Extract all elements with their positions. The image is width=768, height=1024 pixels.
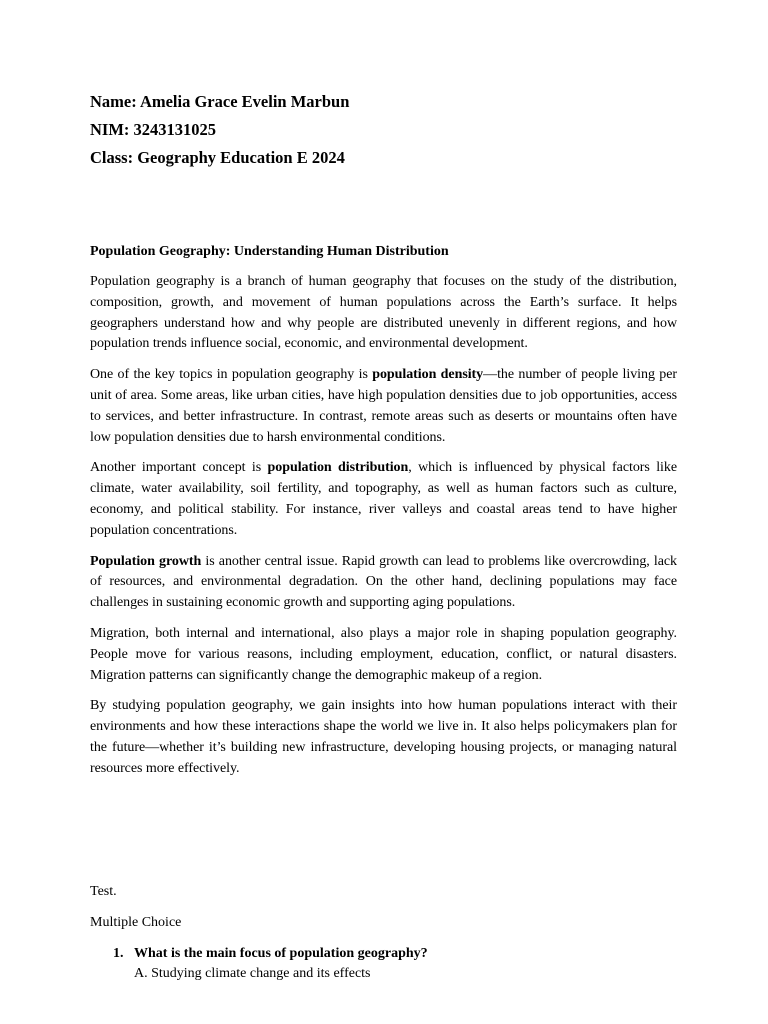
term-population-density: population density xyxy=(372,367,484,383)
paragraph-conclusion: By studying population geography, we gain insights into how human populations interact with their environments and how these interactions shape the world we live in. It also helps policymakers plan for the future—whether it’s building new infrastructure, developing housing projects, or managing natural resources more effectively. xyxy=(90,698,677,776)
term-population-distribution: population distribution xyxy=(267,460,409,476)
multiple-choice-heading: Multiple Choice xyxy=(90,915,182,930)
question-item xyxy=(90,944,690,984)
student-class: Class: Geography Education E 2024 xyxy=(90,148,345,167)
essay-title: Population Geography: Understanding Human Distribution xyxy=(90,244,449,259)
paragraph-growth: Population growth is another central issue. Rapid growth can lead to problems like overcrowding, lack of resources, and environmental degradation. On the other hand, declining populations may face challenges in sustaining economic growth and supporting aging populations. xyxy=(90,553,677,611)
student-header xyxy=(90,88,349,172)
essay-body xyxy=(90,242,677,790)
test-label: Test. xyxy=(90,884,117,899)
test-section xyxy=(90,882,690,984)
term-population-growth: Population growth xyxy=(90,553,202,569)
question-number: 1. xyxy=(113,946,124,961)
paragraph-distribution: Another important concept is population distribution, which is influenced by physical factors like climate, water availability, soil fertility, and topography, as well as human factors such as culture, economy, and political stability. For instance, river valleys and coastal areas tend to have higher population concentrations. xyxy=(90,460,677,538)
paragraph-migration: Migration, both internal and international, also plays a major role in shaping population geography. People move for various reasons, including employment, education, conflict, or natural disasters. Migration patterns can significantly change the demographic makeup of a region. xyxy=(90,625,677,683)
answer-option: A. Studying climate change and its effects xyxy=(134,966,371,981)
question-text: What is the main focus of population geography? xyxy=(134,946,428,961)
paragraph-density: One of the key topics in population geography is population density—the number of people living per unit of area. Some areas, like urban cities, have high population densities due to job opportunities, access to services, and better infrastructure. In contrast, remote areas such as deserts or mountains often have low population densities due to harsh environmental conditions. xyxy=(90,367,677,445)
paragraph-intro: Population geography is a branch of human geography that focuses on the study of the distribution, composition, growth, and movement of human populations across the Earth’s surface. It helps geographers understand how and why people are distributed unevenly in different regions, and how population trends influence social, economic, and environmental development. xyxy=(90,274,677,352)
student-nim: NIM: 3243131025 xyxy=(90,120,217,139)
student-name: Name: Amelia Grace Evelin Marbun xyxy=(90,92,350,111)
